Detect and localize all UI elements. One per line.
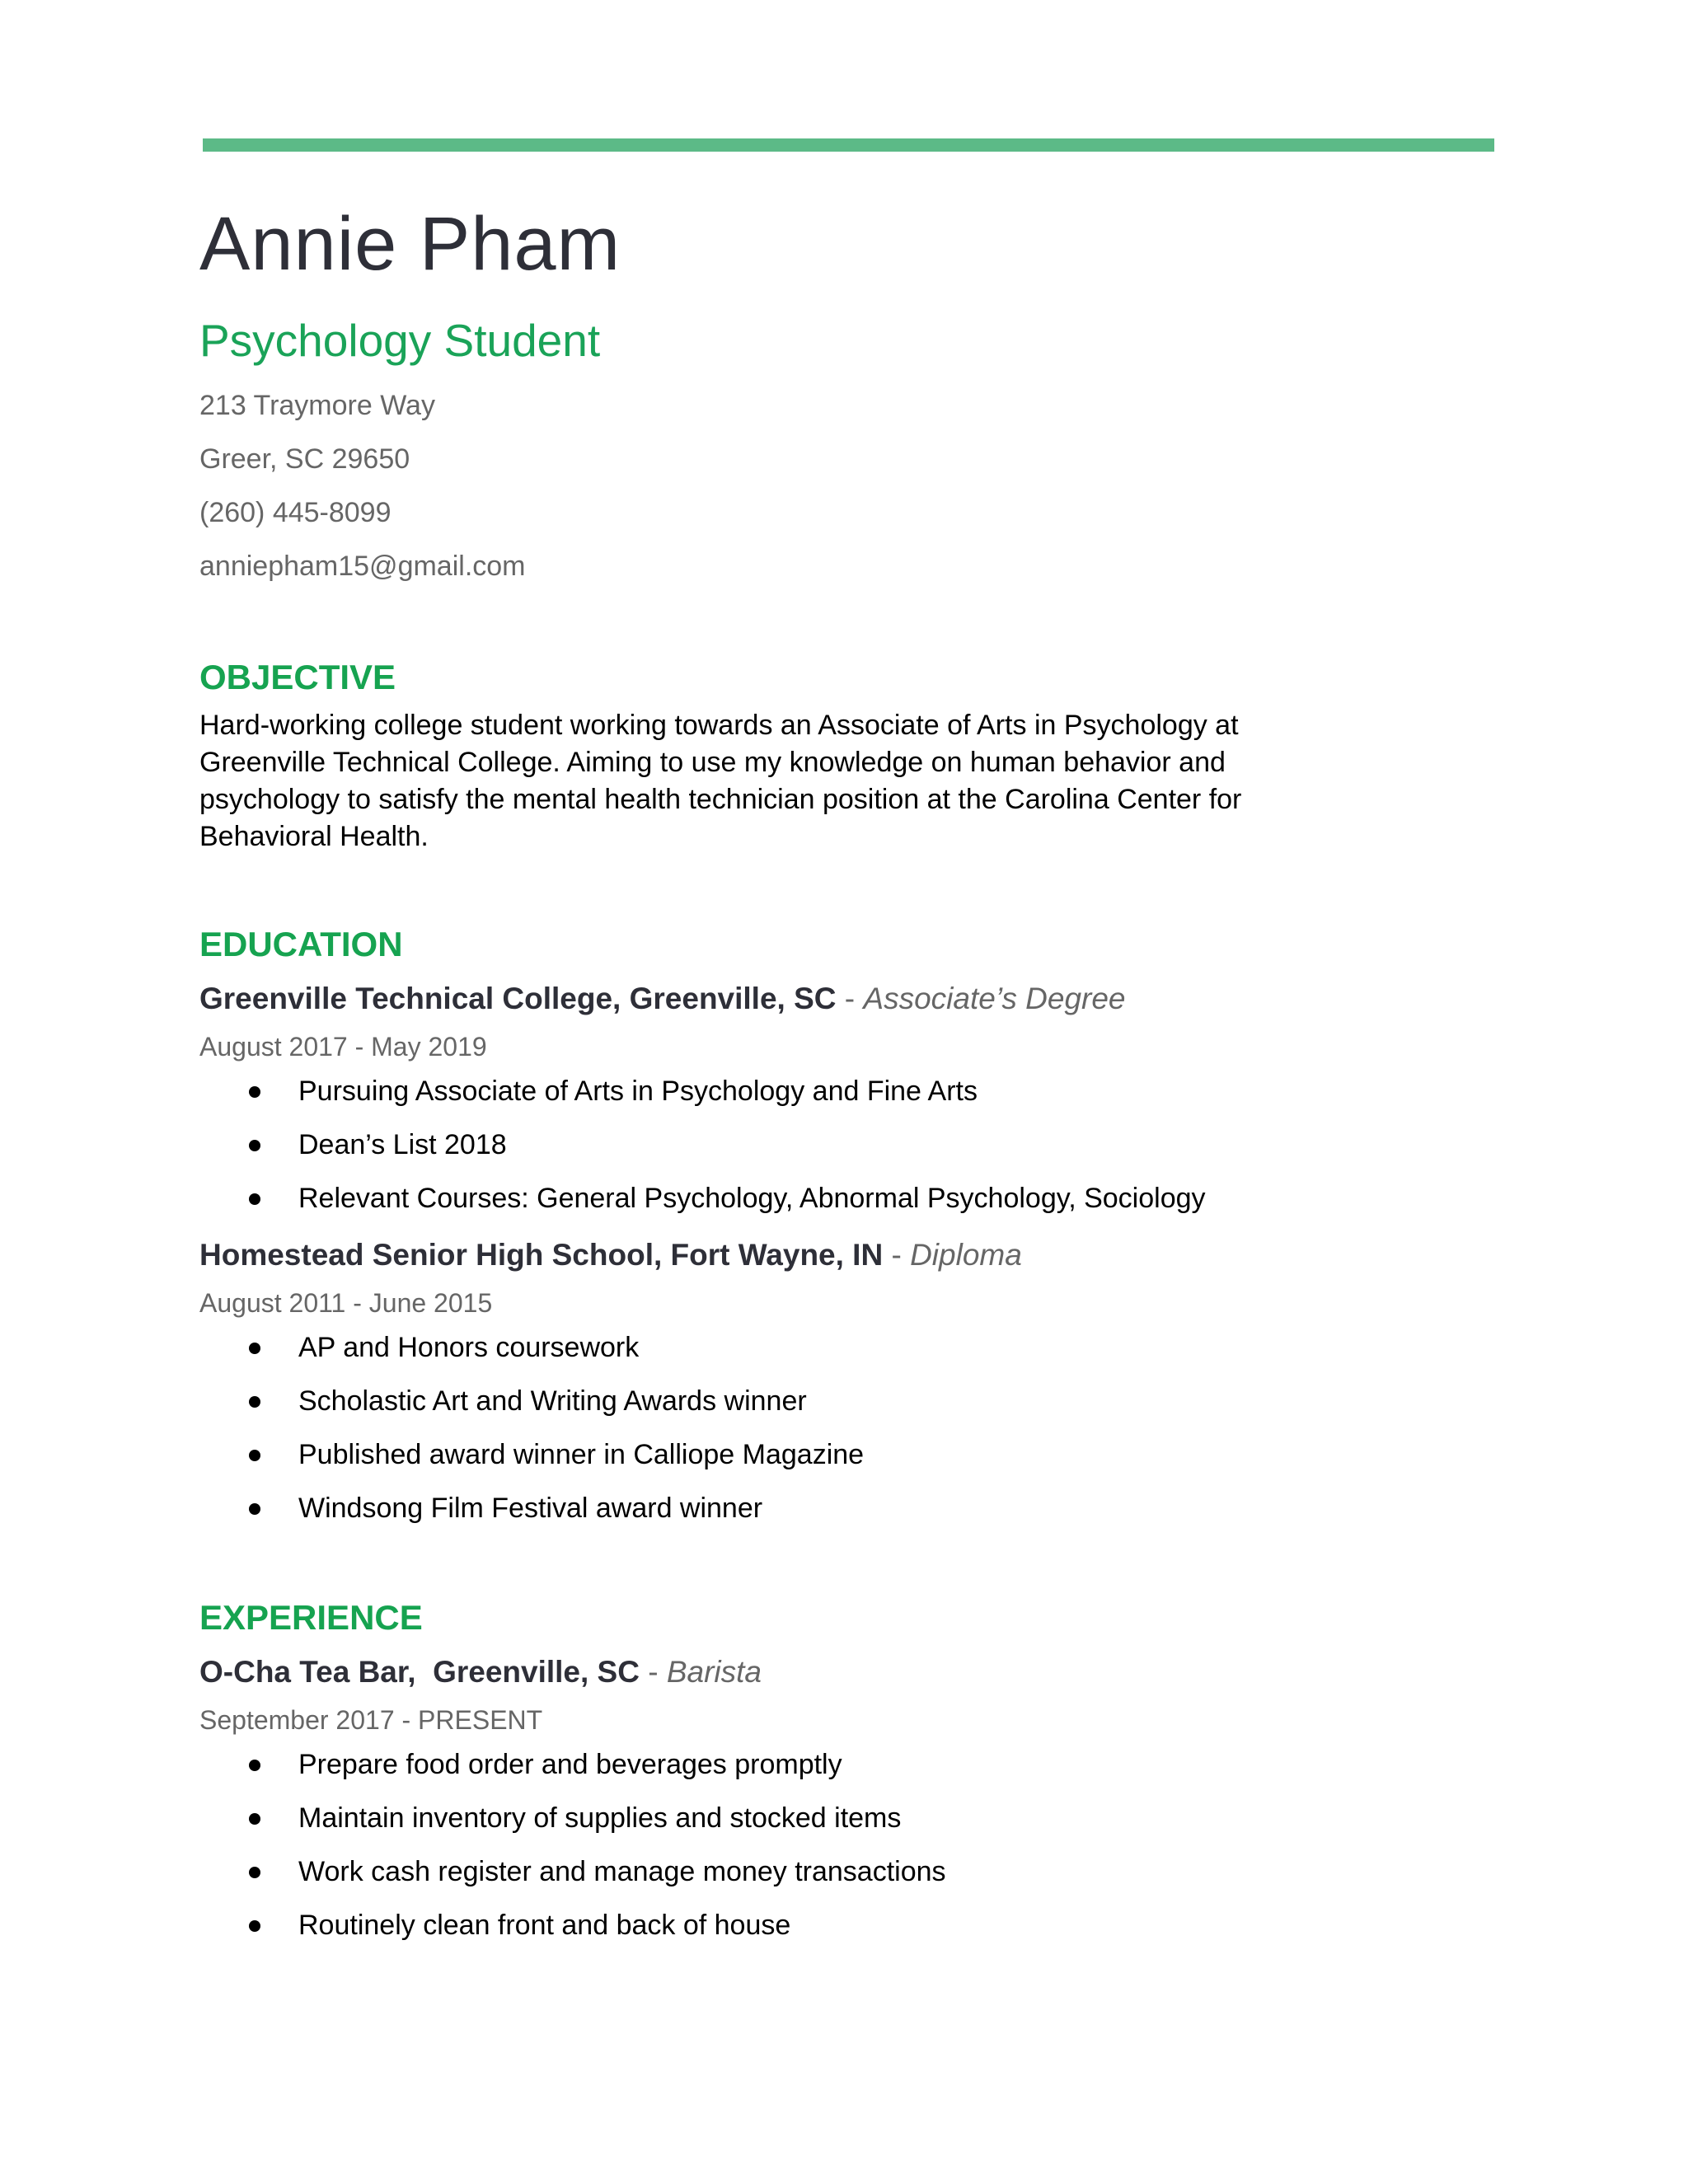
entry-organization: Homestead Senior High School, Fort Wayne, IN <box>199 1238 884 1272</box>
entry-dates: August 2011 - June 2015 <box>199 1288 493 1318</box>
list-item-text: Maintain inventory of supplies and stocked items <box>298 1802 902 1834</box>
bullet-list <box>199 1073 1485 1217</box>
contact-block <box>199 379 1485 593</box>
bullet-icon <box>249 1813 260 1825</box>
objective-heading: OBJECTIVE <box>199 658 396 696</box>
bullet-icon <box>249 1193 260 1205</box>
list-item <box>199 1746 1287 1783</box>
education-entry <box>199 1234 1485 1527</box>
entry-heading <box>199 1651 1485 1694</box>
entry-heading <box>199 1234 1485 1277</box>
bullet-list <box>199 1329 1485 1527</box>
list-item-text: Windsong Film Festival award winner <box>298 1493 763 1524</box>
list-item <box>199 1073 1287 1110</box>
list-item-text: Pursuing Associate of Arts in Psychology and Fine Arts <box>298 1076 978 1107</box>
accent-bar <box>203 138 1494 152</box>
entry-role: Diploma <box>910 1238 1022 1272</box>
list-item <box>199 1907 1287 1944</box>
bullet-icon <box>249 1396 260 1408</box>
bullet-icon <box>249 1867 260 1878</box>
entry-dates: August 2017 - May 2019 <box>199 1032 487 1062</box>
list-item <box>199 1329 1287 1366</box>
contact-phone: (260) 445-8099 <box>199 497 392 528</box>
resume-name: Annie Pham <box>199 202 621 286</box>
list-item <box>199 1127 1287 1164</box>
bullet-list <box>199 1746 1485 1944</box>
objective-text: Hard-working college student working towards an Associate of Arts in Psychology at Greenville Technical College. Aiming to use my knowledge on human behavior and psychology to satisfy the mental health technician position at the Carolina Center for Behavioral Health. <box>199 710 1242 852</box>
bullet-icon <box>249 1140 260 1151</box>
list-item-text: Routinely clean front and back of house <box>298 1910 791 1941</box>
entry-organization: Greenville Technical College, Greenville, SC <box>199 982 837 1015</box>
education-entry <box>199 977 1485 1217</box>
list-item-text: Relevant Courses: General Psychology, Abnormal Psychology, Sociology <box>298 1183 1206 1214</box>
bullet-icon <box>249 1450 260 1461</box>
list-item <box>199 1490 1287 1527</box>
experience-heading: EXPERIENCE <box>199 1598 423 1637</box>
entry-dates: September 2017 - PRESENT <box>199 1705 543 1735</box>
experience-entry <box>199 1651 1485 1944</box>
list-item-text: Work cash register and manage money transactions <box>298 1856 946 1887</box>
list-item-text: Published award winner in Calliope Magazine <box>298 1439 865 1470</box>
resume-content <box>199 194 1485 1961</box>
entry-separator: - <box>836 982 864 1015</box>
entry-separator: - <box>883 1238 911 1272</box>
list-item <box>199 1800 1287 1837</box>
contact-city: Greer, SC 29650 <box>199 443 410 475</box>
resume-role: Psychology Student <box>199 315 601 366</box>
list-item <box>199 1383 1287 1420</box>
entry-heading <box>199 977 1485 1020</box>
bullet-icon <box>249 1760 260 1771</box>
contact-email: anniepham15@gmail.com <box>199 551 526 582</box>
bullet-icon <box>249 1086 260 1098</box>
bullet-icon <box>249 1920 260 1932</box>
list-item <box>199 1180 1287 1217</box>
education-heading: EDUCATION <box>199 925 403 963</box>
contact-street: 213 Traymore Way <box>199 390 435 421</box>
bullet-icon <box>249 1503 260 1515</box>
list-item-text: Dean’s List 2018 <box>298 1129 507 1160</box>
entry-role: Associate’s Degree <box>863 982 1126 1015</box>
entry-organization: O-Cha Tea Bar, Greenville, SC <box>199 1655 640 1689</box>
entry-separator: - <box>639 1655 667 1689</box>
list-item-text: Prepare food order and beverages promptly <box>298 1749 842 1780</box>
list-item-text: Scholastic Art and Writing Awards winner <box>298 1385 807 1417</box>
list-item-text: AP and Honors coursework <box>298 1332 640 1363</box>
entry-role: Barista <box>666 1655 762 1689</box>
bullet-icon <box>249 1343 260 1354</box>
list-item <box>199 1854 1287 1891</box>
list-item <box>199 1436 1287 1474</box>
